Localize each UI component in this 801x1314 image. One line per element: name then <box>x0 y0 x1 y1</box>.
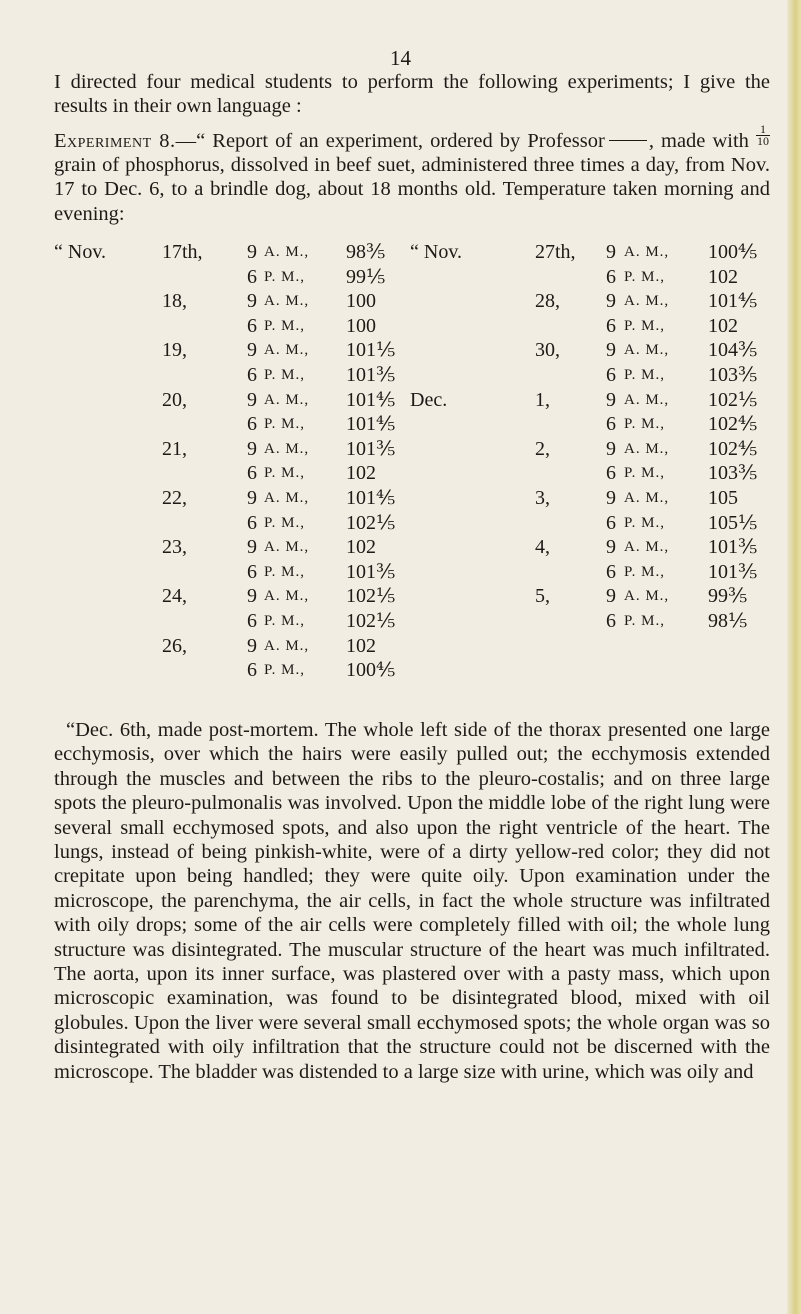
row-temperature: 104⅗ <box>708 339 758 362</box>
page-number: 14 <box>390 46 411 70</box>
row-time: P. M., <box>264 465 306 482</box>
row-temperature: 102⅕ <box>708 388 758 411</box>
row-day: 4, <box>535 536 550 559</box>
row-temperature: 102 <box>708 265 738 288</box>
row-hour: 6 <box>606 314 616 337</box>
row-hour: 9 <box>247 487 257 509</box>
row-time: P. M., <box>264 514 306 531</box>
row-day: 5, <box>535 585 550 608</box>
dose-fraction <box>756 124 770 147</box>
row-temperature: 101⅕ <box>346 339 396 362</box>
table-row <box>0 658 801 682</box>
row-time: P. M., <box>624 563 666 580</box>
row-temperature: 98⅕ <box>708 610 748 632</box>
row-hour: 9 <box>606 388 616 411</box>
row-temperature: 102 <box>346 634 376 657</box>
row-hour: 6 <box>606 610 616 632</box>
row-temperature: 101⅗ <box>708 536 758 559</box>
row-temperature: 101⅘ <box>346 388 396 411</box>
row-hour: 6 <box>606 364 616 386</box>
experiment-text-after: , made with <box>648 130 749 152</box>
row-temperature: 100 <box>346 290 376 313</box>
row-time: A. M., <box>264 588 310 605</box>
row-time: P. M., <box>264 317 306 334</box>
table-row <box>0 535 801 559</box>
row-date: Dec. <box>410 388 448 411</box>
table-row <box>0 338 801 362</box>
row-temperature: 100 <box>346 314 376 337</box>
row-temperature: 102 <box>346 462 376 485</box>
row-hour: 9 <box>247 339 257 362</box>
row-temperature: 101⅘ <box>346 413 396 436</box>
row-hour: 9 <box>606 487 616 509</box>
row-day: 26, <box>162 634 187 657</box>
row-day: 19, <box>162 339 187 362</box>
row-day: 27th, <box>535 241 576 263</box>
row-time: A. M., <box>624 490 670 506</box>
table-row <box>0 584 801 608</box>
row-temperature: 103⅗ <box>708 462 758 485</box>
row-temperature: 100⅘ <box>346 659 396 682</box>
row-day: 20, <box>162 388 187 411</box>
table-row <box>0 461 801 485</box>
fraction-denominator: 10 <box>757 134 770 148</box>
row-day: 21, <box>162 437 187 460</box>
row-temperature: 105 <box>708 487 738 509</box>
row-hour: 9 <box>247 536 257 559</box>
row-day: 17th, <box>162 241 203 263</box>
row-temperature: 102⅕ <box>346 610 396 632</box>
row-time: A. M., <box>624 440 670 457</box>
row-time: A. M., <box>264 342 310 359</box>
experiment-paragraph <box>54 124 770 226</box>
report-text: “Dec. 6th, made post-mortem. The whole left side of the thorax presented one large ecchymosis, over which the hairs were easily pulled out; the ecchymosis extended through the muscles and between the ribs to the pleuro-costalis; and on three large spots the pleuro-pulmonalis was involved. Upon the middle lobe of the right lung were several small ecchymosed spots, and also upon the right ventricle of the heart. The lungs, instead of being pinkish-white, were of a dirty yellow-red color; they did not crepitate upon being handled; they were quite oily. Upon examination under the microscope, the parenchyma, the air cells, in fact the whole structure was infiltrated with oily drops; some of the air cells were completely filled with oil; the whole lung structure was disintegrated. The muscular structure of the heart was much infiltrated. The aorta, upon its inner surface, was plastered over with a pasty mass, which upon microscopic examination, was found to be disintegrated blood, mixed with oil globules. Upon the liver were several small ecchymosed spots; the whole organ was so disintegrated with oily infiltration that the structure could not be discerned with the microscope. The bladder was distended to a large size with urine, which was oily and <box>54 719 770 1083</box>
row-day: 2, <box>535 437 550 460</box>
row-time: P. M., <box>264 662 306 679</box>
row-day: 1, <box>535 388 550 411</box>
row-time: P. M., <box>264 563 306 580</box>
table-row <box>0 634 801 658</box>
table-row <box>0 560 801 584</box>
row-temperature: 101⅘ <box>346 487 396 509</box>
row-day: 22, <box>162 487 187 509</box>
row-day: 18, <box>162 290 187 313</box>
row-time: A. M., <box>264 293 310 310</box>
row-time: P. M., <box>624 465 666 482</box>
post-mortem-report <box>54 718 770 1084</box>
row-temperature: 101⅗ <box>708 560 758 583</box>
row-hour: 9 <box>247 241 257 263</box>
row-hour: 9 <box>606 536 616 559</box>
row-time: P. M., <box>624 514 666 531</box>
intro-paragraph: I directed four medical students to perform the following experiments; I give the results in their own language : <box>54 71 770 118</box>
row-temperature: 101⅗ <box>346 560 396 583</box>
row-date: “ Nov. <box>410 241 463 263</box>
row-time: P. M., <box>624 317 666 334</box>
row-temperature: 102⅕ <box>346 511 396 534</box>
table-row <box>0 314 801 338</box>
row-hour: 6 <box>606 511 616 534</box>
row-hour: 6 <box>247 265 257 288</box>
row-time: A. M., <box>264 391 310 408</box>
row-day: 23, <box>162 536 187 559</box>
table-row <box>0 240 801 264</box>
row-time: P. M., <box>624 416 666 433</box>
row-time: A. M., <box>624 244 670 260</box>
row-day: 24, <box>162 585 187 608</box>
row-temperature: 101⅗ <box>346 364 396 386</box>
table-row <box>0 388 801 412</box>
row-temperature: 103⅗ <box>708 364 758 386</box>
row-temperature: 101⅗ <box>346 437 396 460</box>
row-temperature: 99⅗ <box>708 585 748 608</box>
row-time: P. M., <box>264 613 306 629</box>
row-temperature: 101⅘ <box>708 290 758 313</box>
row-hour: 6 <box>247 462 257 485</box>
row-temperature: 102⅘ <box>708 413 758 436</box>
row-temperature: 102 <box>708 314 738 337</box>
row-temperature: 99⅕ <box>346 265 386 288</box>
row-time: A. M., <box>264 490 310 506</box>
experiment-text-rest: grain of phosphorus, dissolved in beef suet, administered three times a day, from Nov. 17 to Dec. 6, to a brindle dog, about 18 months old. Temperature taken morning and evening: <box>54 154 770 225</box>
row-hour: 6 <box>247 511 257 534</box>
table-row <box>0 437 801 461</box>
row-time: P. M., <box>264 268 306 285</box>
professor-name-blank <box>609 140 647 141</box>
row-time: P. M., <box>624 613 666 629</box>
row-hour: 6 <box>606 462 616 485</box>
row-time: P. M., <box>624 268 666 285</box>
row-temperature: 100⅘ <box>708 241 758 263</box>
row-time: P. M., <box>624 367 666 383</box>
row-hour: 6 <box>606 560 616 583</box>
table-row <box>0 486 801 510</box>
experiment-label: Experiment 8. <box>54 130 176 152</box>
table-row <box>0 511 801 535</box>
row-hour: 9 <box>247 585 257 608</box>
row-temperature: 105⅕ <box>708 511 758 534</box>
row-hour: 9 <box>606 290 616 313</box>
table-row <box>0 412 801 436</box>
row-day: 28, <box>535 290 560 313</box>
row-time: A. M., <box>264 539 310 556</box>
table-row <box>0 265 801 289</box>
row-time: A. M., <box>624 342 670 359</box>
row-time: A. M., <box>624 391 670 408</box>
row-date: “ Nov. <box>54 241 107 263</box>
row-time: A. M., <box>264 440 310 457</box>
row-time: A. M., <box>624 588 670 605</box>
fraction-numerator: 1 <box>756 124 770 136</box>
row-hour: 6 <box>606 265 616 288</box>
row-hour: 9 <box>606 241 616 263</box>
row-hour: 9 <box>606 339 616 362</box>
row-day: 30, <box>535 339 560 362</box>
row-hour: 9 <box>247 388 257 411</box>
row-temperature: 102⅘ <box>708 437 758 460</box>
experiment-text-before: —“ Report of an experiment, ordered by Professor <box>175 130 605 152</box>
row-time: A. M., <box>264 637 310 654</box>
row-hour: 6 <box>247 413 257 436</box>
row-hour: 9 <box>247 290 257 313</box>
row-time: A. M., <box>624 539 670 556</box>
row-time: P. M., <box>264 367 306 383</box>
row-hour: 6 <box>247 314 257 337</box>
row-temperature: 102 <box>346 536 376 559</box>
row-day: 3, <box>535 487 550 509</box>
row-hour: 6 <box>247 659 257 682</box>
row-time: A. M., <box>624 293 670 310</box>
row-hour: 6 <box>247 610 257 632</box>
row-hour: 9 <box>247 634 257 657</box>
row-hour: 9 <box>247 437 257 460</box>
row-time: P. M., <box>264 416 306 433</box>
row-hour: 9 <box>606 585 616 608</box>
table-row <box>0 609 801 633</box>
row-time: A. M., <box>264 244 310 260</box>
table-row <box>0 289 801 313</box>
row-hour: 6 <box>247 364 257 386</box>
row-temperature: 102⅕ <box>346 585 396 608</box>
row-temperature: 98⅗ <box>346 241 386 263</box>
row-hour: 9 <box>606 437 616 460</box>
row-hour: 6 <box>606 413 616 436</box>
row-hour: 6 <box>247 560 257 583</box>
table-row <box>0 363 801 387</box>
